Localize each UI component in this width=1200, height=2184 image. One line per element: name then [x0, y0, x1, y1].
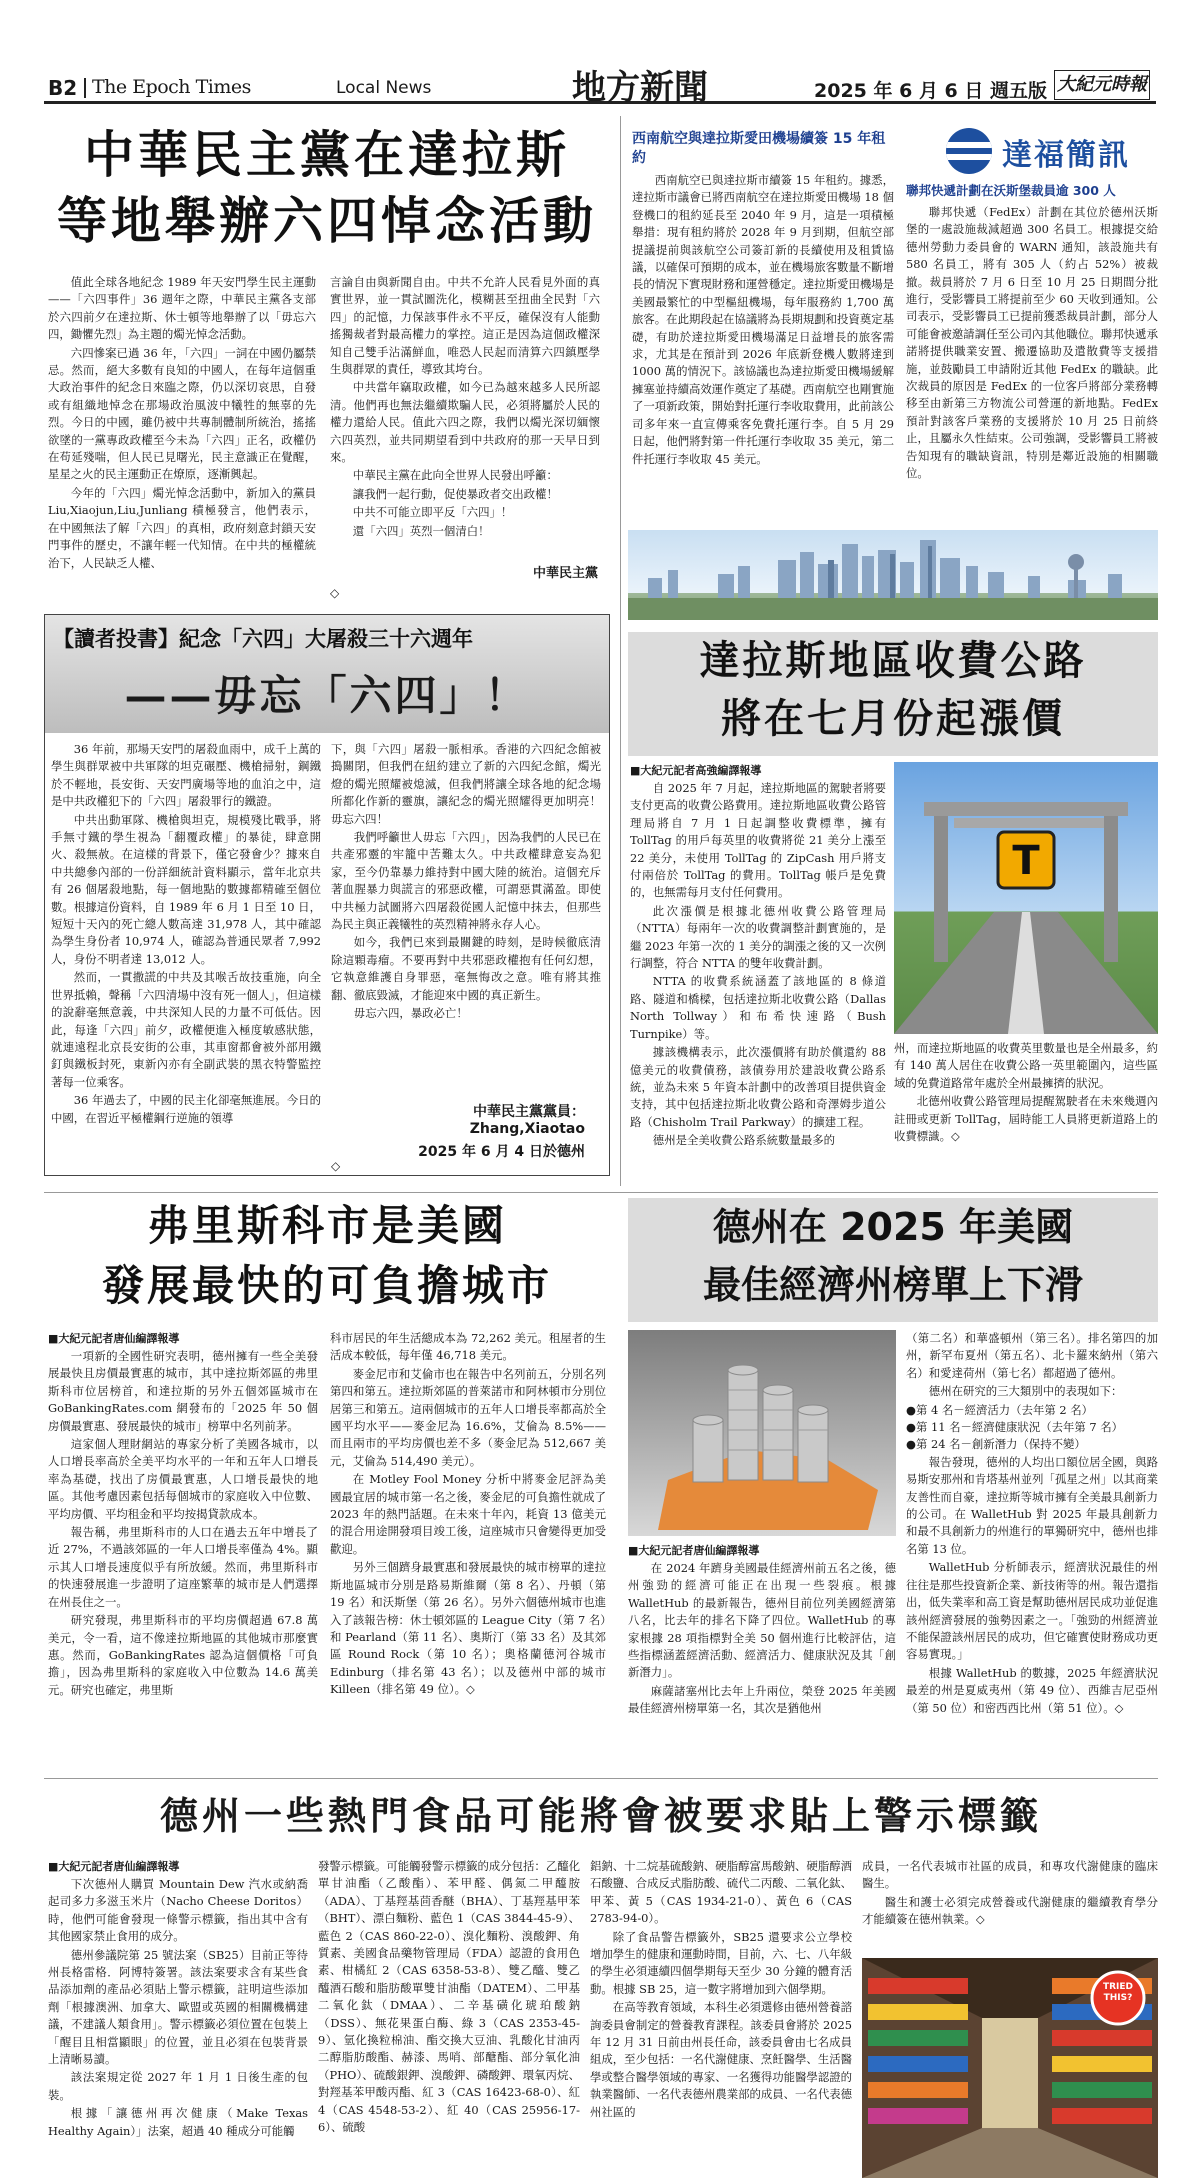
art4-paragraph: 下，與「六四」屠殺一脈相承。香港的六四紀念館被搗關閉，但我們在紐約建立了新的六四紀念館，燭光燈的燭光照耀被熄滅，但我們將讓全球各地的紀念場所都化作新的靈旗，讓紀念的燭光照耀得更加明亮！毋忘六四！: [331, 742, 601, 826]
art5-title-line2: 將在七月份起漲價: [721, 695, 1065, 742]
art6-paragraph: 在 Motley Fool Money 分析中將麥金尼評為美國最宜居的城市第一名之後，麥金尼的可負擔性就成了 2023 年的熱門話題。在未來十年內，耗資 13 億美元的混合用途開發項目竣工後，這座城市只會變得更加受歡迎。: [330, 1472, 606, 1556]
art1-paragraph: 中共不可能立即平反「六四」！: [352, 505, 513, 520]
art7-paragraph: 在 2024 年躋身美國最佳經濟州前五名之後，德州強勁的經濟可能正在出現一些裂痕。根據 WalletHub 的最新報告，德州目前位列美國經濟第八名，比去年的排名下降了四位。WalletHub 的專家根據 28 項指標對全美 50 個州進行比較評估，這些指標涵蓋經濟活動、經濟活力、健康狀況及其「創新潛力」。: [628, 1561, 896, 1680]
art5-paragraph: 自 2025 年 7 月起，達拉斯地區的駕駛者將要支付更高的收費公路費用。達拉斯地區收費公路管理局將自 7 月 1 日起調整收費標準，擁有 TollTag 的用戶每英里的收費將從 21 美分上漲至 22 美分，未使用 TollTag 的 ZipCash 用戶將支付兩倍於 TollTag 的費用。TollTag 帳戶是免費的，也無需每月支付任何費用。: [630, 781, 886, 900]
reader-letter-subtitle: ——毋忘「六四」！: [124, 671, 530, 720]
coins-map-graphic: [628, 1330, 896, 1536]
reader-letter-box: [44, 614, 610, 1176]
art4-paragraph: 36 年前，那場天安門的屠殺血雨中，成千上萬的學生與群眾被中共軍隊的坦克碾壓、機槍掃射，鋼鐵於不輕地，長安街、天安門廣場等地的血泊之中，這是中共政權犯下的「六四」屠殺罪行的鐵證。: [51, 742, 321, 809]
art7-column-2: [906, 1330, 1158, 1770]
art6-column-1: [48, 1330, 318, 1770]
art7-paragraph: 報告發現，德州的人均出口額位居全國，與路易斯安那州和肯塔基州並列「孤星之州」以其商業友善性而自豪，達拉斯等城市擁有全美最具創新力的公司。在 WalletHub 對 2025 年最具創新力和最不具創新力的州進行的單獨研究中，德州也排名第 13 位。: [906, 1454, 1158, 1556]
art4-sign-org: 中華民主黨黨員：: [473, 1104, 585, 1120]
art7-paragraph: 德州在研究的三大類別中的表現如下：: [928, 1384, 1123, 1399]
art1-paragraph: 還「六四」英烈一個清白！: [352, 523, 490, 538]
dallas-skyline-photo: [628, 530, 1158, 620]
reader-letter-header: [45, 615, 609, 733]
art5-paragraph: 德州是全美收費公路系統數量最多的: [652, 1133, 836, 1148]
reader-letter-banner: 【讀者投書】紀念「六四」大屠殺三十六週年: [53, 627, 473, 651]
art4-paragraph: 我們呼籲世人毋忘「六四」，因為我們的人民已在共產邪靈的牢籠中苦難太久。中共政權肆意妄為犯家，至今仍靠暴力維持對中國大陸的統治。這個充斥著血腥暴力與謊言的邪惡政權，可謂惡貫滿盈。即使中共極力試圖將六四屠殺從國人記憶中抹去，但那些為民主與正義犧牲的英烈精神將永存人心。: [331, 830, 601, 932]
section-divider: [44, 1192, 1158, 1193]
art7-paragraph: 麻薩諸塞州比去年上升兩位，榮登 2025 年美國最佳經濟州榜單第一名，其次是猶他州: [628, 1683, 896, 1716]
art6-byline: ■大紀元記者唐仙編譯報導: [48, 1332, 180, 1345]
art1-signature: 中華民主黨: [532, 566, 598, 581]
art8-paragraph: 下次德州人購買 Mountain Dew 汽水或納喬起司多力多滋玉米片（Nacho Cheese Doritos）時，他們可能會發現一條警示標籤，指出其中含有其他國家禁止食用的成分。: [48, 1877, 308, 1944]
section-divider: [44, 1778, 1158, 1779]
art6-title-line2: 發展最快的可負擔城市: [101, 1261, 552, 1310]
art8-title: 德州一些熱門食品可能將會被要求貼上警示標籤: [159, 1794, 1042, 1838]
art7-bullet: ●第 24 名－創新潛力（保持不變）: [906, 1437, 1086, 1452]
art5-byline: ■大紀元記者高強編譯報導: [630, 764, 762, 777]
art4-sign-names: Zhang,Xiaotao: [469, 1121, 585, 1137]
art8-paragraph: 除了食品警告標籤外，SB25 還要求公立學校增加學生的健康和運動時間，目前，六、七、八年級的學生必須連續四個學期每天至少 30 分鐘的體育活動。根據 SB 25，這一數字將增加到六個學期。: [590, 1929, 852, 1996]
art5-paragraph: 據該機構表示，此次漲價將有助於償還約 88 億美元的收費債務，該債券用於建設收費公路系統，並為未來 5 年資本計劃中的改善項目提供資金支持，其中包括達拉斯北收費公路和奇澤姆步道公路（Chisholm Trail Parkway）的擴建工程。: [630, 1045, 886, 1129]
art1-paragraph: 中華民主黨在此向全世界人民發出呼籲：: [352, 468, 558, 483]
toll-gantry-graphic: [894, 762, 1158, 1034]
art8-paragraph: 發警示標籤。可能觸發警示標籤的成分包括：乙醯化單甘油酯（乙酸酯）、苯甲醛、偶氮二甲醯胺（ADA）、丁基羥基茴香醚（BHA）、丁基羥基甲苯（BHT）、漂白麵粉、藍色 1（CAS 3844-45-9）、藍色 2（CAS 860-22-0）、溴化麵粉、溴酸鉀、角質素、美國食品藥物管理局（FDA）認證的食用色素、柑橘紅 2（CAS 6358-53-8）、雙乙醯、雙乙醯酒石酸和脂肪酸單雙甘油酯（DATEM）、二甲基二氧化鈦（DMAA）、二辛基磺化琥珀酸鈉（DSS）、無花果蛋白酶、綠 3（CAS 2353-45-9）、氫化換粒棉油、酯交換大豆油、乳酸化甘油丙二醇脂肪酸酯、赫漆、馬哨、部醣酯、部分氧化油（PHO）、硫酸銀鉀、溴酸鉀、磷酸鉀、環氧丙烷、對羥基苯甲酸丙酯、紅 3（CAS 16423-68-0）、紅 4（CAS 4548-53-2）、紅 40（CAS 25956-17-6）、硫酸: [318, 1859, 580, 2135]
art8-paragraph: 該法案規定從 2027 年 1 月 1 日後生產的包裝。: [48, 2070, 308, 2102]
art1-paragraph: 中共當年竊取政權，如今已為越來越多人民所認清。他們再也無法繼續欺騙人民，必須將屬於人民的權力還給人民。值此六四之際，我們以燭光深切緬懷六四英烈，並共同期望看到中共政府的那一天早日到來。: [330, 380, 600, 465]
art7-byline: ■大紀元記者唐仙編譯報導: [628, 1544, 760, 1557]
art6-title-line1: 弗里斯科市是美國: [146, 1201, 507, 1250]
page-number: B2: [48, 76, 78, 100]
art5-column-1: [630, 762, 886, 1182]
end-mark: ◇: [330, 586, 340, 600]
art1-paragraph: 值此全球各地紀念 1989 年天安門學生民主運動——「六四事件」36 週年之際，中華民主黨各支部於六四前夕在達拉斯、休士頓等地舉辦了以「毋忘六四，鋤懼先烈」為主題的燭光悼念活動。: [48, 275, 316, 342]
art6-paragraph: 研究發現，弗里斯科市的平均房價超過 67.8 萬美元，令一看，這不像達拉斯地區的其他城市那麼實惠。然而，GoBankingRates 認為這個價格「可負擔」，因為弗里斯科的家庭收入中位數為 14.6 萬美元。研究也確定，弗里斯: [48, 1613, 318, 1697]
toll-t-icon: T: [1012, 838, 1040, 884]
art8-paragraph: 鋁鈉、十二烷基硫酸鈉、硬脂醇富馬酸鈉、硬脂醇酒石酸鹽、合成反式脂肪酸、硫代二丙酸、二氧化鈦、甲苯、黃 5（CAS 1934-21-0）、黃色 6（CAS 2783-94-0）。: [590, 1859, 852, 1926]
art1-paragraph: 讓我們一起行動，促使暴政者交出政權！: [352, 486, 558, 501]
art6-paragraph: 科市居民的年生活總成本為 72,262 美元。租屋者的生活成本較低，每年僅 46,718 美元。: [330, 1331, 606, 1363]
art4-paragraph: 然而，一貫撒謊的中共及其喉舌故技重施，向全世界抵賴，聲稱「六四清場中沒有死一個人」，但這樣的說辭毫無意義，中共深知人民的力量不可低估。因此，每逢「六四」前夕，政權便進入極度敏感狀態，就連遠程北京長安街的公車，其車窗都會被外部用鐵釘與鐵板封死，東新內亦有全副武裝的黑衣特警監控著每一位乘客。: [51, 970, 321, 1089]
issue-date: 2025 年 6 月 6 日 週五版: [814, 80, 1048, 102]
art4-paragraph: 毋忘六四，暴政必亡！: [353, 1006, 468, 1021]
art8-column-3: [590, 1858, 852, 2176]
art2-paragraph: 西南航空已與達拉斯市續簽 15 年租約。據悉，達拉斯市議會已將西南航空在達拉斯愛田機場 18 個登機口的租約延長至 2040 年 9 月，這是一項積極舉措：現有租約將於 2028 年 9 月到期，但航空部提議提前與該航空公司簽訂新的長續使用及租賃協議，以確保可預期的成本，並在機場旅客數量不斷增長的情況下實現財務和運營穩定。達拉斯愛田機場是美國最繁忙的中型樞紐機場，每年服務約 1,700 萬旅客。在此期段起在協議將為長期規劃和投資奠定基礎，有助於達拉斯愛田機場滿足日益增長的旅客需求，尤其是在預計到 2026 年底新登機人數將達到 1000 萬的情況下。該協議也為達拉斯愛田機場緩解擁塞並持續高效運作奠定了基礎。西南航空也剛實施了一項新政策，開始對托運行李收取費用，此前該公司多年來一直宣傳乘客免費托運行李。自 5 月 29 日起，他們將對第一件托運行李收取 35 美元，第二件托運行李收取 45 美元。: [632, 173, 894, 466]
art6-paragraph: 這家個人理財網站的專家分析了美國各城市，以人口增長率高於全美平均水平的一年和五年人口增長率為基礎，找出了房價最實惠，人口增長最快的地區。其他考慮因素包括每個城市的家庭收入中位數、平均房價、平均租金和平均按揭貸款成本。: [48, 1437, 318, 1521]
art8-paragraph: 成員，一名代表城市社區的成員，和專攻代謝健康的臨床醫生。: [862, 1859, 1158, 1891]
art7-title-line1: 德州在 2025 年美國: [712, 1205, 1074, 1249]
art2-title: 西南航空與達拉斯愛田機場續簽 15 年租約: [632, 131, 886, 166]
art1-column-2: [330, 274, 600, 554]
column-name: 達福簡訊: [1002, 138, 1130, 173]
art4-paragraph: 如今，我們已來到最關鍵的時刻，是時候徹底清除這顆毒瘤。不要再對中共邪惡政權抱有任何幻想，它執意維護自身罪惡，毫無悔改之意。唯有將其推翻、徹底毀滅，才能迎來中國的真正新生。: [331, 935, 601, 1002]
art5-paragraph: 州，而達拉斯地區的收費英里數量也是全州最多，約有 140 萬人居住在收費公路一英里範圍內，這些區域的免費道路常年處於全州最擁擠的狀況。: [894, 1041, 1158, 1090]
art6-paragraph: 另外三個躋身最實惠和發展最快的城市榜單的達拉斯地區城市分別是路易斯維爾（第 8 名）、丹頓（第 19 名）和沃斯堡（第 26 名）。另外六個德州城市也進入了該報告榜：休士頓郊區的 League City（第 7 名）和 Pearland（第 11 名）、奧斯汀（第 33 名）及其郊區 Round Rock（第 10 名）；奧格蘭德河谷城市 Edinburg（排名第 43 名）；以及德州中部的城市 Killeen（排名第 49 位）。◇: [330, 1560, 606, 1697]
art6-column-2: [330, 1330, 606, 1770]
art8-paragraph: 根據「讓德州再次健康（Make Texas Healthy Again）」法案，超過 40 種成分可能觸: [48, 2106, 308, 2138]
art1-paragraph: 六四慘案已過 36 年，「六四」一詞在中國仍屬禁忌。然而，絕大多數有良知的中國人，在每年這個重大政治事件的紀念日來臨之際，仍以深切哀思，自發或有組織地悼念在那場政治風波中犧牲的無辜的先烈。今日的中國，雖仍被中共專制體制所統治，搖搖欲墜的一黨專政政權至今未為「六四」正名，政權仍在苟延殘喘，但人民已見曙光，民主意識正在覺醒，星星之火的民主運動正在燎原，逐漸興起。: [48, 345, 316, 482]
art4-paragraph: 36 年過去了，中國的民主化卻毫無進展。今日的中國，在習近平極權鋼行逆施的領導: [51, 1093, 321, 1125]
header-divider: [84, 78, 86, 98]
page-header: [44, 68, 1156, 108]
art8-column-1: [48, 1858, 308, 2176]
art1-column-1: [48, 274, 316, 598]
skyline-graphic: [628, 530, 1158, 620]
art7-paragraph: WalletHub 分析師表示，經濟狀況最佳的州往往是那些投資新企業、新技術等的州。報告還指出，低失業率和高工資是幫助德州居民成功並促進該州經濟發展的強勢因素之一。「強勁的州經濟並不能保證該州居民的成功，但它確實使財務成功更容易實現。」: [906, 1560, 1158, 1662]
art4-column-2: [331, 741, 601, 1041]
tried-this-sign: TRIED THIS?: [1102, 1982, 1134, 2003]
art7-bullet: ●第 11 名－經濟健康狀況（去年第 7 名）: [906, 1420, 1124, 1435]
art7-paragraph: （第二名）和華盛頓州（第三名）。排名第四的加州，新罕布夏州（第五名）、北卡羅來納州（第六名）和愛達荷州（第七名）都超過了德州。: [906, 1331, 1158, 1380]
art6-paragraph: 報告稱，弗里斯科市的人口在過去五年中增長了近 27%，不過該郊區的一年人口增長率僅為 4%。顯示其人口增長速度似乎有所放緩。然而，弗里斯科市的快速發展進一步證明了這座繁華的城市是人們選擇在州長住之一。: [48, 1525, 318, 1609]
art5-title-box: [628, 632, 1158, 756]
masthead-zh: [1054, 70, 1150, 100]
art1-title-line1: 中華民主黨在達拉斯: [84, 125, 570, 184]
art8-column-2: [318, 1858, 580, 2176]
paper-name: The Epoch Times: [92, 76, 251, 98]
art4-column-1: [51, 741, 321, 1173]
coins-photo: [628, 1330, 896, 1536]
art8-paragraph: 德州參議院第 25 號法案（SB25）目前正等待州長格雷格．阿博特簽署。該法案要求含有某些食品添加劑的產品必須貼上警示標籤，註明這些添加劑「根據澳洲、加拿大、歐盟或英國的相關機構建議，不建議人類食用」。警示標籤必須位置在包裝上「醒目且相當顯眼」的位置，並且必須在包裝背景上清晰易讀。: [48, 1947, 308, 2067]
art4-paragraph: 中共出動軍隊、機槍與坦克，規模殘比戰爭，將手無寸鐵的學生視為「翻覆政權」的暴徒，肆意開火、殺無赦。在這樣的背景下，僅它發會少？據來自中共總參內部的一份詳細統計資料顯示，當年北京共有 26 個屠殺地點，每一個地點的數據都精確至個位數。根據這份資料，自 1989 年 6 月 1 日至 10 日，短短十天內的死亡總人數高達 31,978 人，其中確認為學生身份者 10,974 人，確認為普通民眾者 7,992 人，身份不明者達 13,012 人。: [51, 812, 321, 966]
art7-column-1: [628, 1542, 896, 1770]
art7-bullet: ●第 4 名－經濟活力（去年第 2 名）: [906, 1402, 1093, 1417]
logo-bar-icon: [946, 128, 992, 174]
art8-byline: ■大紀元記者唐仙編譯報導: [48, 1860, 180, 1873]
art4-sign-date: 2025 年 6 月 4 日於德州: [418, 1144, 585, 1160]
art8-column-4: [862, 1858, 1158, 1952]
art3: [906, 182, 1158, 552]
art5-title-line1: 達拉斯地區收費公路: [699, 637, 1087, 684]
art7-title-line2: 最佳經濟州榜單上下滑: [702, 1263, 1083, 1307]
masthead-text: 大紀元時報: [1057, 74, 1147, 95]
dfw-news-logo: [946, 122, 1160, 180]
grocery-aisle-photo: [862, 1958, 1158, 2178]
art7-title-box: [628, 1198, 1158, 1322]
end-mark: ◇: [331, 1159, 341, 1173]
art7-paragraph: 根據 WalletHub 的數據，2025 年經濟狀況最差的州是夏威夷州（第 49 位）、西維吉尼亞州（第 50 位）和密西西比州（第 51 位）。◇: [906, 1665, 1158, 1715]
art5-paragraph: 此次漲價是根據北德州收費公路管理局（NTTA）每兩年一次的收費調整計劃實施的，是繼 2023 年第一次的 1 美分的調漲之後的又一次例行調整，符合 NTTA 的雙年收費計劃。: [630, 903, 886, 971]
art5-paragraph: NTTA 的收費系統涵蓋了該地區的 8 條道路、隧道和橋樑，包括達拉斯北收費公路（Dallas North Tollway）和布希快速路（Bush Turnpike）等。: [630, 974, 886, 1041]
art1-paragraph: 言論自由與新聞自由。中共不允許人民看見外面的真實世界，並一貫試圖洗化，模糊甚至扭曲全民對「六四」的記憶，力保該事件永不平反，確保沒有人能動搖獨裁者對最高權力的掌控。這正是因為這個政權深知自己雙手沾滿鮮血，唯恐人民起而清算六四鎮壓學生與群眾的責任，導致其垮台。: [330, 275, 600, 377]
section-en: Local News: [336, 78, 432, 98]
art3-paragraph: 聯邦快遞（FedEx）計劃在其位於德州沃斯堡的一處設施裁減超過 300 名員工。根據提交給德州勞動力委員會的 WARN 通知，該設施共有 580 名員工，將有 305 人（約占 52%）被裁撤。裁員將於 7 月 6 日至 10 月 25 日期間分批進行，受影響員工將提前至少 60 天收到通知。公司表示，受影響員工已提前獲悉裁員計劃，部分人可能會被邀請調任至公司內其他職位。聯邦快遞承諾將提供職業安置、搬遷協助及遣散費等支援措施，並鼓勵員工申請附近其他 FedEx 的職缺。此次裁員的原因是 FedEx 的一位客戶將部分業務轉移至由新第三方物流公司營運的新地點。FedEx 預計對該客戶業務的支援將於 10 月 25 日前終止，且屬永久性結束。公司強調，受影響員工將被告知現有的職缺資訊，特別是鄰近設施的相關職位。: [906, 205, 1158, 481]
art1-paragraph: 今年的「六四」燭光悼念活動中，新加入的黨員 Liu,Xiaojun,Liu,Junliang 積極發言，他們表示，在中國無法了解「六四」的真相，政府刻意封鎖天安門事件的歷史，不讓年輕一代知情。在中共的極權統治下，人民缺乏人權、: [48, 485, 316, 570]
art8-paragraph: 在高等教育領域，本科生必須選修由德州營養諮詢委員會制定的營養教育課程。該委員會將於 2025 年 12 月 31 日前由州長任命，該委員會由七名成員組成，至少包括：一名代謝健康、烹飪醫學、生活醫學或整合醫學領域的專家、一名獲得功能醫學認證的執業醫師、一名代表德州農業部的成員、一名代表德州社區的: [590, 2000, 852, 2119]
section-zh: 地方新聞: [572, 68, 708, 108]
art1-title-line2: 等地舉辦六四悼念活動: [57, 191, 597, 250]
art5-paragraph: 北德州收費公路管理局提醒駕駛者在未來幾週內註冊或更新 TollTag，屆時能工人員將更新道路上的收費標識。◇: [894, 1094, 1158, 1144]
art8-paragraph: 醫生和護士必須完成營養或代謝健康的繼續教育學分才能續簽在德州執業。◇: [862, 1894, 1158, 1927]
column-divider: [620, 116, 621, 1186]
art6-paragraph: 麥金尼市和艾倫市也在報告中名列前五，分別名列第四和第五。達拉斯郊區的普萊諾市和阿林頓市分別位居第三和第五。這兩個城市的五年人口增長率都高於全國平均水平——麥金尼為 16.6%，艾倫為 8.5%——而且兩市的平均房價也差不多（麥金尼為 512,667 美元，艾倫為 514,490 美元）。: [330, 1366, 606, 1468]
art3-title: 聯邦快遞計劃在沃斯堡裁員逾 300 人: [906, 183, 1116, 198]
toll-road-photo: [894, 762, 1158, 1034]
art2: [632, 130, 894, 520]
art6-paragraph: 一項新的全國性研究表明，德州擁有一些全美發展最快且房價最實惠的城市，其中達拉斯郊區的弗里斯科市位居榜首，和達拉斯的另外五個郊區城市在 GoBankingRates.com 網發布的「2025 年 50 個房價最實惠、發展最快的城市」榜單中名列前茅。: [48, 1349, 318, 1433]
art5-column-2: [894, 1040, 1158, 1182]
